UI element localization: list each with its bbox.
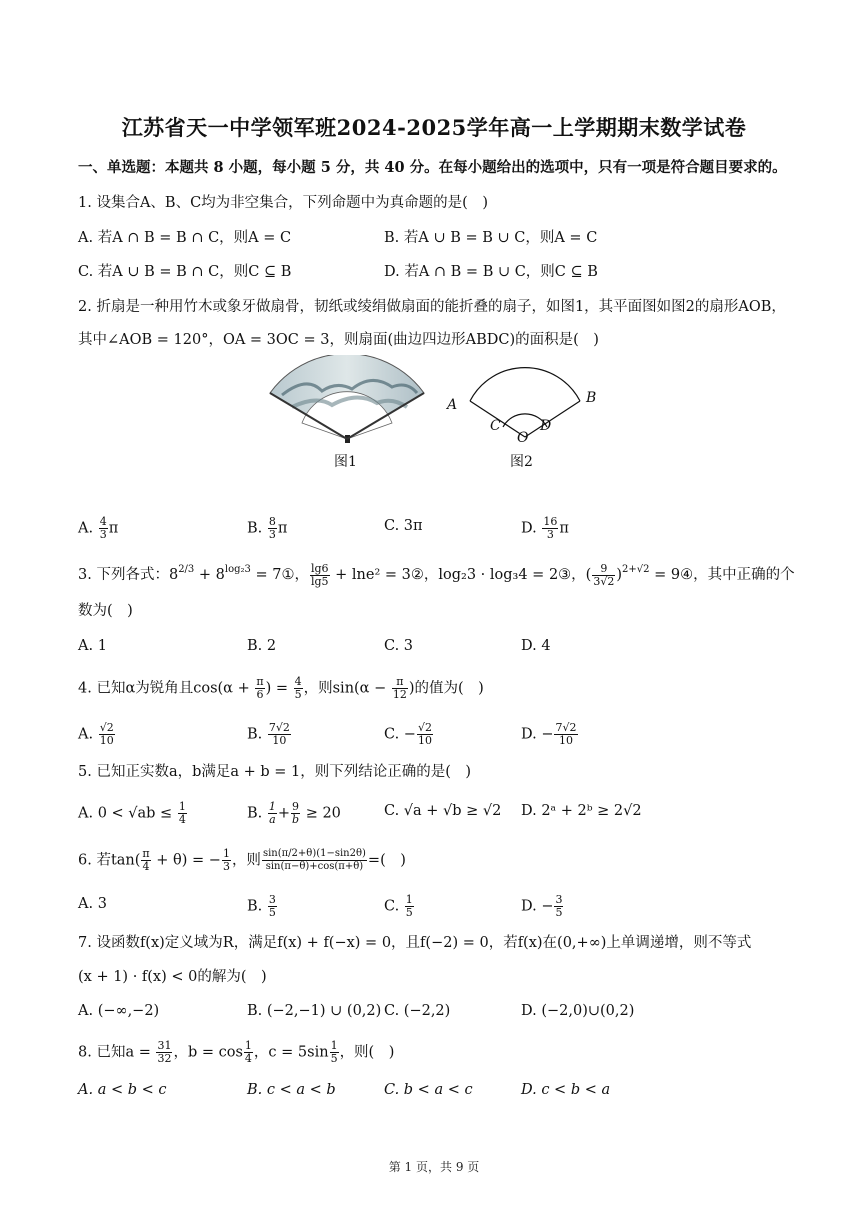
q8-option-d: D. c < b < a (521, 1082, 611, 1098)
q3-option-a: A. 1 (78, 638, 107, 654)
q6-option-b: B. $\frac{3}{5}$ (247, 893, 276, 919)
q2-option-c: C. 3π (384, 518, 423, 534)
q8-option-b: B. c < a < b (247, 1082, 336, 1098)
section-heading: 一、单选题：本题共 8 小题，每小题 5 分，共 40 分。在每小题给出的选项中，只有一项是符合题目要求的。 (78, 159, 787, 176)
q7-option-c: C. (−2,2) (384, 1003, 451, 1019)
question-2-stem-line1: 2. 折扇是一种用竹木或象牙做扇骨，韧纸或绫绢做扇面的能折叠的扇子，如图1，其平面图如图2的扇形AOB， (78, 299, 786, 315)
q2-option-b: B. $\frac{8}{3}$ π (247, 515, 288, 541)
q7-option-b: B. (−2,−1) ∪ (0,2) (247, 1003, 382, 1019)
q3-option-c: C. 3 (384, 638, 414, 654)
q1-option-a: A. 若A ∩ B = B ∩ C，则A = C (78, 230, 292, 246)
q5-option-c: C. √a + √b ≥ √2 (384, 803, 502, 819)
figure-1-caption: 图1 (334, 454, 357, 470)
point-o-label: O (517, 430, 529, 446)
question-7-stem-line2: (x + 1) · f(x) < 0的解为( ) (78, 969, 267, 985)
q6-option-c: C. $\frac{1}{5}$ (384, 893, 413, 919)
q5-option-d: D. 2ᵃ + 2ᵇ ≥ 2√2 (521, 803, 642, 819)
q6-option-d: D. − $\frac{3}{5}$ (521, 893, 563, 919)
q1-option-c: C. 若A ∪ B = B ∩ C，则C ⊆ B (78, 264, 292, 280)
q2-option-a: A. $\frac{4}{3}$ π (78, 515, 119, 541)
q8-option-a: A. a < b < c (78, 1082, 167, 1098)
question-1-stem: 1. 设集合A、B、C均为非空集合，下列命题中为真命题的是( ) (78, 195, 488, 211)
q7-option-d: D. (−2,0)∪(0,2) (521, 1003, 635, 1019)
point-a-label: A (447, 397, 458, 413)
question-6-stem: 6. 若tan( $\frac{\pi}{4}$ + θ) = − $\frac{1}{3}$ ，则 $\frac{\sin(\pi/2+\theta)(1-\sin 2\theta)}{\sin(\pi-\theta)+\cos(\pi+\theta)}$ =( ) (78, 847, 406, 873)
q7-option-a: A. (−∞,−2) (78, 1003, 160, 1019)
folding-fan-figure (262, 355, 432, 445)
q1-option-b: B. 若A ∪ B = B ∪ C，则A = C (384, 230, 598, 246)
question-7-stem-line1: 7. 设函数f(x)定义域为R，满足f(x) + f(−x) = 0，且f(−2) = 0，若f(x)在(0,+∞)上单调递增，则不等式 (78, 935, 752, 951)
question-2-stem-line2: 其中∠AOB = 120°，OA = 3OC = 3，则扇面(曲边四边形ABDC)的面积是( ) (78, 332, 599, 348)
point-c-label: C (490, 418, 501, 434)
figure-2-caption: 图2 (510, 454, 533, 470)
page-title: 江苏省天一中学领军班2024-2025学年高一上学期期末数学试卷 (121, 115, 747, 140)
question-8-stem: 8. 已知a = $\frac{31}{32}$ ，b = cos $\frac{1}{4}$ ，c = 5sin $\frac{1}{5}$ ，则( ) (78, 1039, 395, 1065)
q4-option-d: D. − $\frac{7√2}{10}$ (521, 721, 577, 747)
q8-option-c: C. b < a < c (384, 1082, 473, 1098)
q4-option-c: C. − $\frac{√2}{10}$ (384, 721, 432, 747)
q2-option-d: D. $\frac{16}{3}$ π (521, 515, 569, 541)
q1-option-d: D. 若A ∩ B = B ∪ C，则C ⊆ B (384, 264, 598, 280)
question-4-stem: 4. 已知α为锐角且cos(α + $\frac{\pi}{6}$ ) = $\frac{4}{5}$ ，则sin(α − $\frac{\pi}{12}$ )的值为( ) (78, 675, 484, 701)
point-b-label: B (586, 390, 597, 406)
q4-option-a: A. $\frac{√2}{10}$ (78, 721, 114, 747)
point-d-label: D (540, 418, 552, 434)
q3-option-b: B. 2 (247, 638, 277, 654)
q6-option-a: A. 3 (78, 896, 107, 912)
q4-option-b: B. $\frac{7√2}{10}$ (247, 721, 290, 747)
q3-option-d: D. 4 (521, 638, 551, 654)
question-3-stem-line1: 3. 下列各式：$8^{2/3} + 8^{log_23}$ = 7①， $\frac{\lg 6}{\lg 5}$ + lne² = 3②，log₂3 · log₃4 = 2③，( $\frac{9}{3√2}$ )$^{2+√2}$ = 9④，其中正确的个 (78, 561, 795, 588)
page-footer: 第 1 页，共 9 页 (388, 1160, 480, 1174)
q5-option-a: A. 0 < √ab ≤ $\frac{1}{4}$ (78, 800, 186, 826)
q5-option-b: B. $\frac{1}{a}$ + $\frac{9}{b}$ ≥ 20 (247, 800, 341, 826)
question-3-stem-line2: 数为( ) (78, 603, 133, 619)
question-5-stem: 5. 已知正实数a，b满足a + b = 1，则下列结论正确的是( ) (78, 764, 472, 780)
